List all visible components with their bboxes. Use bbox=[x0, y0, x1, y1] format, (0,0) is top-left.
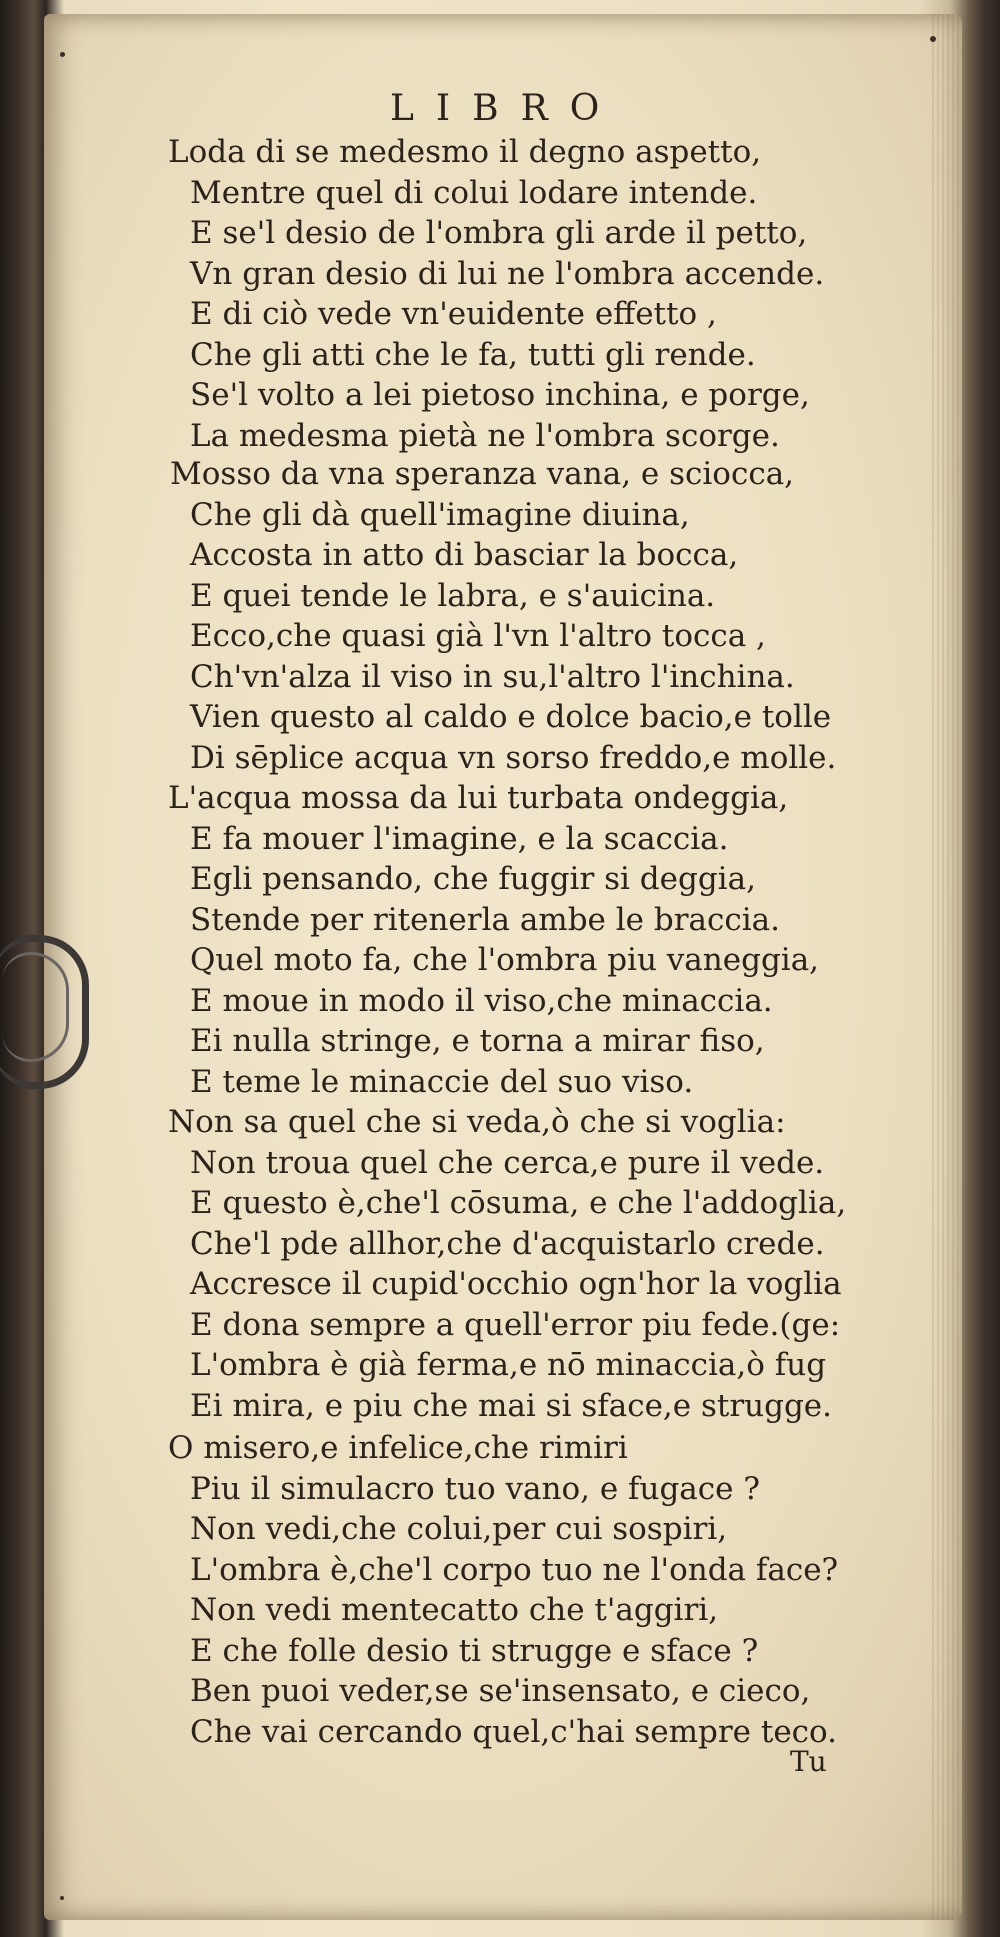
verse-line: O misero,e infelice,che rimiri bbox=[168, 1430, 628, 1466]
verse-line: Loda di se medesmo il degno aspetto, bbox=[168, 134, 762, 170]
verse-line: Vien questo al caldo e dolce bacio,e tolle bbox=[190, 699, 832, 735]
verse-line: E di ciò vede vn'euidente effetto , bbox=[190, 296, 717, 332]
stanza-2 bbox=[168, 454, 928, 778]
ink-speck bbox=[60, 52, 65, 57]
ink-speck bbox=[60, 1896, 64, 1900]
verse-line: Non troua quel che cerca,e pure il vede. bbox=[190, 1144, 825, 1181]
verse-line: Accresce il cupid'occhio ogn'hor la voglia bbox=[190, 1266, 842, 1302]
verse-line: L'ombra è già ferma,e nō minaccia,ò fug bbox=[190, 1347, 827, 1383]
verse-line: Non vedi,che colui,per cui sospiri, bbox=[190, 1511, 728, 1547]
verse-line: Che vai cercando quel,c'hai sempre teco. bbox=[190, 1713, 838, 1750]
verse-line: E teme le minaccie del suo viso. bbox=[190, 1063, 694, 1100]
stanza-4 bbox=[168, 1102, 928, 1426]
verse-line: Piu il simulacro tuo vano, e fugace ? bbox=[190, 1470, 760, 1507]
running-head: LIBRO bbox=[390, 88, 622, 129]
verse-line: Ei nulla stringe, e torna a mirar fiso, bbox=[190, 1023, 765, 1059]
verse-line: E questo è,che'l cōsuma, e che l'addoglia, bbox=[190, 1185, 847, 1221]
verse-line: Che gli atti che le fa, tutti gli rende. bbox=[190, 336, 756, 373]
verse-line: E moue in modo il viso,che minaccia. bbox=[190, 982, 773, 1019]
ink-speck bbox=[930, 36, 936, 42]
stanza-3 bbox=[168, 778, 928, 1102]
verse-line: Che gli dà quell'imagine diuina, bbox=[190, 496, 690, 533]
verse-line: Vn gran desio di lui ne l'ombra accende. bbox=[190, 255, 825, 292]
catchword: Tu bbox=[790, 1745, 827, 1778]
verse-line: L'ombra è,che'l corpo tuo ne l'onda face? bbox=[190, 1551, 839, 1588]
stanza-5 bbox=[168, 1428, 928, 1752]
verse-line: Mentre quel di colui lodare intende. bbox=[190, 174, 758, 211]
verse-line: Mosso da vna speranza vana, e sciocca, bbox=[170, 456, 795, 492]
verse-line: Ben puoi veder,se se'insensato, e cieco, bbox=[190, 1673, 811, 1709]
verse-line: Accosta in atto di basciar la bocca, bbox=[190, 537, 739, 573]
verse-line: L'acqua mossa da lui turbata ondeggia, bbox=[168, 780, 789, 816]
verse-line: La medesma pietà ne l'ombra scorge. bbox=[190, 417, 780, 454]
verse-line: E se'l desio de l'ombra gli arde il petto, bbox=[190, 215, 808, 251]
stanza-1 bbox=[168, 132, 928, 456]
verse-line: Ecco,che quasi già l'vn l'altro tocca , bbox=[190, 618, 766, 654]
verse-line: Di sēplice acqua vn sorso freddo,e molle. bbox=[190, 739, 837, 776]
verse-line: E dona sempre a quell'error piu fede.(ge: bbox=[190, 1306, 841, 1343]
verse-line: Egli pensando, che fuggir si deggia, bbox=[190, 861, 756, 897]
verse-line: Che'l pde allhor,che d'acquistarlo crede. bbox=[190, 1225, 825, 1262]
verse-line: Se'l volto a lei pietoso inchina, e porge, bbox=[190, 377, 810, 413]
verse-line: E quei tende le labra, e s'auicina. bbox=[190, 577, 716, 614]
verse-line: Non sa quel che si veda,ò che si voglia: bbox=[168, 1104, 786, 1140]
verse-line: E fa mouer l'imagine, e la scaccia. bbox=[190, 820, 729, 857]
verse-line: E che folle desio ti strugge e sface ? bbox=[190, 1632, 759, 1669]
verse-line: Non vedi mentecatto che t'aggiri, bbox=[190, 1592, 719, 1628]
verse-line: Quel moto fa, che l'ombra piu vaneggia, bbox=[190, 942, 820, 978]
verse-line: Ei mira, e piu che mai si sface,e strugge. bbox=[190, 1387, 833, 1424]
verse-line: Stende per ritenerla ambe le braccia. bbox=[190, 901, 780, 938]
verse-line: Ch'vn'alza il viso in su,l'altro l'inchina. bbox=[190, 658, 795, 695]
binding-clasp-inner bbox=[2, 952, 69, 1062]
